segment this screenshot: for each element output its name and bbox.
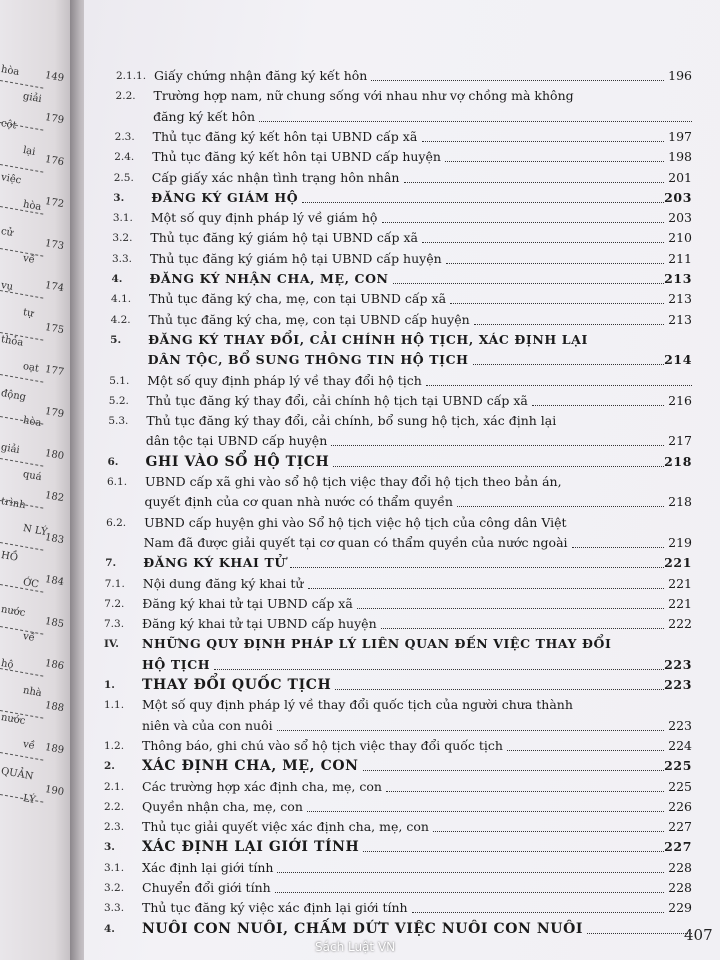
toc-entry-title: Thủ tục đăng ký thay đổi, cải chính hộ tịch tại UBND cấp xã — [146, 392, 528, 408]
left-page-text-fragment: cột — [0, 118, 18, 132]
left-page-number-fragment: 149 — [44, 70, 65, 85]
toc-entry-number: 1.2. — [104, 739, 125, 752]
toc-entry — [84, 596, 720, 614]
left-page-leader — [0, 752, 43, 761]
dot-leader — [507, 750, 664, 751]
toc-heading — [84, 758, 720, 776]
toc-entry-number: 3.3. — [104, 902, 125, 915]
left-page-text-fragment: oạt — [22, 361, 40, 375]
dot-leader — [386, 791, 664, 792]
dot-leader — [357, 608, 664, 609]
left-page-leader — [0, 458, 43, 467]
toc-entry-title: Thủ tục đăng ký giám hộ tại UBND cấp huyện — [149, 250, 442, 266]
table-of-contents — [84, 0, 720, 960]
toc-entry-number: 5.1. — [109, 374, 130, 387]
left-page-text-fragment: lại — [22, 145, 37, 158]
left-page-text-fragment: hộ — [0, 658, 15, 671]
toc-entry-number: 2.3. — [104, 821, 125, 834]
dot-leader — [587, 933, 692, 934]
toc-page-ref: 228 — [668, 859, 692, 875]
toc-entry-number: 2.2. — [104, 800, 125, 813]
toc-entry-title: Thủ tục đăng ký kết hôn tại UBND cấp huyện — [152, 149, 441, 165]
toc-entry-title: Quyền nhận cha, mẹ, con — [142, 798, 303, 814]
toc-entry-number: 7. — [105, 557, 117, 570]
toc-page-ref: 221 — [668, 595, 692, 611]
left-page-number-fragment: 183 — [44, 532, 65, 547]
toc-entry-title: NUÔI CON NUÔI, CHẤM DỨT VIỆC NUÔI CON NUÔI — [142, 920, 584, 937]
toc-entry — [84, 210, 720, 228]
toc-entry-number: 1. — [104, 679, 115, 691]
dot-leader — [363, 770, 664, 771]
toc-entry-number: 2.5. — [113, 171, 134, 184]
toc-entry-title: Một số quy định pháp lý về thay đổi hộ tịch — [147, 372, 422, 388]
toc-page-ref: 223 — [664, 677, 692, 692]
left-page-text-fragment: giải — [0, 442, 21, 457]
toc-page-ref: 211 — [668, 250, 692, 266]
toc-page-ref: 213 — [668, 311, 692, 327]
left-page-text-fragment: về — [22, 739, 36, 752]
dot-leader — [457, 506, 664, 507]
left-page-leader — [0, 290, 43, 299]
left-page-number-fragment: 188 — [44, 700, 65, 715]
toc-page-ref: 221 — [664, 555, 692, 571]
left-page-text-fragment: HỒ — [0, 550, 19, 564]
dot-leader — [333, 466, 664, 467]
left-page-number-fragment: 189 — [44, 742, 65, 757]
toc-entry — [84, 494, 720, 512]
toc-entry-number: 6.1. — [107, 476, 128, 488]
toc-entry — [84, 860, 720, 878]
toc-entry — [84, 129, 720, 147]
toc-entry-title: niên và của con nuôi — [142, 717, 273, 733]
toc-entry-title: Thủ tục đăng ký giám hộ tại UBND cấp xã — [150, 230, 419, 246]
toc-page-ref: 225 — [668, 778, 692, 794]
toc-entry-number: 2.1.1. — [116, 70, 147, 82]
toc-page-ref: 224 — [668, 737, 692, 753]
toc-entry — [84, 697, 720, 715]
toc-heading — [84, 271, 720, 289]
toc-entry-title: Nam đã được giải quyết tại cơ quan có thẩm quyền của nước ngoài — [143, 534, 568, 550]
toc-page-ref: 196 — [668, 68, 692, 83]
toc-entry-number: 7.2. — [104, 597, 125, 610]
left-page-leader — [0, 374, 43, 383]
left-page-text-fragment: vụ — [0, 280, 14, 293]
toc-entry-title: Thủ tục đăng ký cha, mẹ, con tại UBND cấp huyện — [148, 311, 470, 327]
toc-entry-title: Xác định lại giới tính — [142, 859, 274, 875]
toc-entry-number: 2.1. — [104, 780, 125, 793]
dot-leader — [426, 385, 692, 386]
toc-entry-title: ĐĂNG KÝ NHẬN CHA, MẸ, CON — [149, 271, 389, 286]
toc-page-ref: 210 — [668, 230, 692, 246]
toc-entry-number: 3.3. — [111, 252, 132, 265]
left-page-text-fragment: thỏa — [0, 334, 25, 349]
left-page-text-fragment: N LÝ — [22, 523, 49, 539]
page-number: 407 — [684, 926, 713, 944]
left-page-text-fragment: nước — [0, 712, 27, 728]
left-page-number-fragment: 184 — [44, 574, 65, 589]
left-page-number-fragment: 182 — [44, 490, 65, 505]
toc-page-ref: 228 — [668, 880, 692, 895]
toc-heading — [84, 921, 720, 939]
toc-entry — [84, 109, 720, 127]
left-page-text-fragment: giải — [22, 91, 43, 106]
toc-entry — [84, 738, 720, 756]
toc-page-ref: 201 — [668, 169, 692, 185]
left-page-text-fragment: LÝ — [22, 793, 37, 807]
left-page-number-fragment: 173 — [44, 238, 65, 253]
dot-leader — [308, 588, 664, 589]
left-page-number-fragment: 179 — [44, 406, 65, 421]
toc-page-ref: 227 — [668, 819, 692, 835]
toc-page-ref: 218 — [664, 453, 692, 469]
dot-leader — [302, 202, 664, 203]
toc-heading — [84, 839, 720, 857]
toc-entry — [84, 880, 720, 898]
toc-heading — [84, 352, 720, 370]
dot-leader — [307, 811, 664, 812]
toc-entry-title: ĐĂNG KÝ THAY ĐỔI, CẢI CHÍNH HỘ TỊCH, XÁC ĐỊNH LẠI — [148, 331, 588, 347]
toc-entry — [84, 799, 720, 817]
toc-page-ref: 227 — [664, 839, 692, 855]
toc-entry-title: Thủ tục đăng ký cha, mẹ, con tại UBND cấp xã — [149, 291, 447, 307]
left-page-number-fragment: 177 — [44, 364, 65, 379]
dot-leader — [422, 141, 664, 142]
toc-entry-number: IV. — [104, 638, 119, 651]
dot-leader — [422, 242, 664, 243]
left-page-leader — [0, 668, 43, 677]
left-page-text-fragment: về — [22, 253, 36, 266]
toc-page-ref: 222 — [668, 616, 692, 632]
dot-leader — [331, 445, 664, 446]
toc-page-ref: 203 — [664, 189, 692, 205]
toc-entry — [84, 230, 720, 248]
left-page-number-fragment: 175 — [44, 322, 65, 337]
toc-entry-title: Đăng ký khai tử tại UBND cấp huyện — [142, 616, 377, 632]
left-page-text-fragment: hòa — [22, 415, 43, 430]
toc-entry-number: 3. — [104, 841, 115, 854]
toc-heading — [84, 677, 720, 695]
left-page-text-fragment: tự — [22, 307, 35, 320]
left-page-leader — [0, 248, 43, 257]
toc-page-ref: 223 — [664, 656, 692, 672]
toc-entry-title: Đăng ký khai tử tại UBND cấp xã — [142, 595, 353, 611]
toc-entry-number: 2.3. — [114, 130, 135, 143]
toc-entry — [84, 779, 720, 797]
toc-page-ref: 197 — [668, 128, 692, 144]
left-page-text-fragment: về — [22, 631, 36, 644]
toc-heading — [84, 555, 720, 573]
dot-leader — [473, 364, 664, 365]
dot-leader — [277, 872, 664, 873]
toc-entry — [84, 900, 720, 918]
toc-page-ref: 216 — [668, 392, 692, 408]
toc-entry-number: 5. — [110, 333, 122, 346]
toc-entry-number: 2.2. — [115, 90, 136, 103]
right-page — [84, 0, 720, 960]
toc-entry-title: Nội dung đăng ký khai tử — [142, 575, 304, 591]
toc-entry-title: XÁC ĐỊNH CHA, MẸ, CON — [142, 758, 359, 775]
left-page-text-fragment: trình — [0, 496, 27, 512]
toc-heading — [84, 657, 720, 675]
toc-entry-title: Các trường hợp xác định cha, mẹ, con — [142, 778, 382, 794]
toc-entry — [84, 312, 720, 330]
toc-entry-number: 3.2. — [104, 882, 125, 894]
left-page-text-fragment: ỚC — [22, 577, 40, 591]
left-page-leader — [0, 626, 43, 635]
toc-entry-number: 6.2. — [106, 516, 127, 529]
toc-entry-title: XÁC ĐỊNH LẠI GIỚI TÍNH — [142, 839, 360, 856]
dot-leader — [277, 730, 664, 731]
toc-page-ref: 225 — [664, 758, 692, 774]
toc-heading — [84, 636, 720, 654]
dot-leader — [433, 831, 664, 832]
toc-entry-number: 3. — [113, 191, 125, 204]
toc-entry — [84, 393, 720, 411]
toc-entry-number: 5.3. — [108, 415, 129, 428]
toc-entry — [84, 718, 720, 736]
toc-entry — [84, 819, 720, 837]
toc-entry-number: 4. — [104, 922, 115, 935]
toc-heading — [84, 332, 720, 350]
toc-entry-title: Thủ tục giải quyết việc xác định cha, mẹ, con — [142, 819, 429, 835]
dot-leader — [412, 912, 664, 913]
dot-leader — [474, 324, 664, 325]
toc-entry — [84, 433, 720, 451]
toc-entry-number: 7.1. — [104, 577, 125, 590]
toc-entry-number: 4. — [111, 273, 123, 285]
toc-entry — [84, 515, 720, 533]
toc-entry-number: 6. — [107, 455, 119, 468]
dot-leader — [382, 222, 664, 223]
dot-leader — [404, 182, 664, 183]
watermark: Sách Luật VN — [315, 940, 396, 954]
dot-leader — [446, 263, 664, 264]
toc-entry-number: 2.4. — [114, 151, 135, 164]
dot-leader — [450, 303, 664, 304]
dot-leader — [393, 283, 665, 284]
toc-entry-title: ĐĂNG KÝ KHAI TỬ — [143, 555, 286, 571]
toc-page-ref: 226 — [668, 798, 692, 814]
dot-leader — [259, 121, 692, 122]
toc-entry-title: quyết định của cơ quan nhà nước có thẩm quyền — [144, 494, 453, 510]
toc-entry-title: HỘ TỊCH — [142, 656, 211, 672]
toc-page-ref: 217 — [668, 433, 692, 449]
toc-entry-number: 1.1. — [104, 699, 125, 712]
toc-entry-title: Một số quy định pháp lý về giám hộ — [150, 210, 378, 226]
left-page-leader — [0, 80, 43, 89]
toc-entry — [84, 616, 720, 634]
left-page-text-fragment: động — [0, 388, 27, 404]
toc-entry-number: 5.2. — [108, 394, 129, 407]
left-page-number-fragment: 172 — [44, 196, 65, 211]
toc-entry-number: 4.1. — [111, 293, 132, 306]
toc-entry-title: NHỮNG QUY ĐỊNH PHÁP LÝ LIÊN QUAN ĐẾN VIỆC THAY ĐỔI — [142, 636, 612, 652]
dot-leader — [445, 161, 664, 162]
dot-leader — [363, 851, 664, 852]
toc-entry — [84, 88, 720, 106]
toc-entry — [84, 535, 720, 553]
toc-page-ref: 229 — [668, 900, 692, 916]
dot-leader — [572, 547, 664, 548]
left-page-text-fragment: việc — [0, 172, 23, 187]
left-page-number-fragment: 180 — [44, 448, 65, 463]
toc-page-ref: 213 — [664, 271, 692, 286]
dot-leader — [275, 892, 664, 893]
toc-entry — [84, 68, 720, 86]
left-page-leader — [0, 542, 43, 551]
toc-entry-title: ĐĂNG KÝ GIÁM HỘ — [151, 189, 299, 205]
toc-entry — [84, 413, 720, 431]
toc-entry-number: 3.1. — [104, 861, 125, 874]
left-page-number-fragment: 179 — [44, 112, 65, 127]
dot-leader — [381, 628, 664, 629]
toc-page-ref: 198 — [668, 149, 692, 165]
toc-entry-title: Thông báo, ghi chú vào sổ hộ tịch việc thay đổi quốc tịch — [142, 737, 503, 753]
toc-entry — [84, 373, 720, 391]
toc-entry-title: Cấp giấy xác nhận tình trạng hôn nhân — [151, 169, 400, 185]
left-page-text-fragment: hòa — [0, 64, 21, 79]
left-page-text-fragment: hòa — [22, 199, 43, 214]
toc-page-ref: 214 — [664, 352, 692, 368]
left-page-number-fragment: 186 — [44, 658, 65, 673]
toc-entry-title: THAY ĐỔI QUỐC TỊCH — [142, 677, 332, 693]
toc-entry-title: DÂN TỘC, BỔ SUNG THÔNG TIN HỘ TỊCH — [147, 352, 469, 368]
dot-leader — [335, 689, 664, 690]
dot-leader — [532, 405, 664, 406]
left-page-edge — [0, 0, 78, 960]
toc-entry-number: 7.3. — [104, 618, 125, 631]
toc-page-ref: 203 — [668, 210, 692, 226]
toc-entry — [84, 474, 720, 492]
toc-page-ref: 221 — [668, 575, 692, 591]
toc-entry — [84, 576, 720, 594]
left-page-number-fragment: 190 — [44, 784, 65, 799]
dot-leader — [371, 80, 664, 81]
left-page-number-fragment: 174 — [44, 280, 65, 295]
left-page-text-fragment: nhà — [22, 685, 43, 700]
dot-leader — [290, 567, 664, 568]
toc-entry-title: Thủ tục đăng ký kết hôn tại UBND cấp xã — [152, 128, 418, 144]
left-page-text-fragment: nước — [0, 604, 27, 620]
toc-entry-title: UBND cấp huyện ghi vào Sổ hộ tịch việc hộ tịch của công dân Việt — [144, 514, 567, 530]
toc-entry — [84, 291, 720, 309]
toc-entry-title: Thủ tục đăng ký việc xác định lại giới tính — [142, 900, 408, 916]
left-page-text-fragment: QUẢN — [0, 766, 35, 783]
left-page-number-fragment: 176 — [44, 154, 65, 169]
toc-entry-title: Giấy chứng nhận đăng ký kết hôn — [154, 68, 368, 83]
toc-page-ref: 219 — [668, 534, 692, 550]
toc-entry-title: đăng ký kết hôn — [153, 108, 256, 124]
toc-page-ref: 218 — [668, 494, 692, 510]
toc-entry-title: Trường hợp nam, nữ chung sống với nhau như vợ chồng mà không — [153, 88, 574, 104]
left-page-text-fragment: cử — [0, 226, 14, 239]
toc-entry — [84, 170, 720, 188]
left-page-text-fragment: quá — [22, 469, 43, 484]
toc-entry — [84, 149, 720, 167]
toc-entry-title: Chuyển đổi giới tính — [142, 880, 271, 895]
left-page-leader — [0, 164, 43, 173]
toc-entry-number: 3.1. — [112, 212, 133, 225]
toc-entry-title: GHI VÀO SỔ HỘ TỊCH — [145, 453, 330, 470]
dot-leader — [214, 669, 664, 670]
toc-entry-number: 4.2. — [110, 313, 131, 326]
toc-heading — [84, 190, 720, 208]
toc-entry-number: 2. — [104, 760, 115, 773]
toc-page-ref: 213 — [668, 291, 692, 307]
toc-entry-title: Thủ tục đăng ký thay đổi, cải chính, bổ sung hộ tịch, xác định lại — [146, 413, 557, 429]
toc-entry-number: 3.2. — [112, 232, 133, 245]
toc-page-ref: 223 — [668, 717, 692, 733]
toc-entry-title: UBND cấp xã ghi vào sổ hộ tịch việc thay đổi hộ tịch theo bản án, — [145, 474, 562, 489]
toc-entry-title: dân tộc tại UBND cấp huyện — [145, 433, 328, 449]
left-page-number-fragment: 185 — [44, 616, 65, 631]
toc-entry-title: Một số quy định pháp lý về thay đổi quốc tịch của người chưa thành — [142, 697, 573, 713]
toc-entry — [84, 251, 720, 269]
toc-heading — [84, 454, 720, 472]
